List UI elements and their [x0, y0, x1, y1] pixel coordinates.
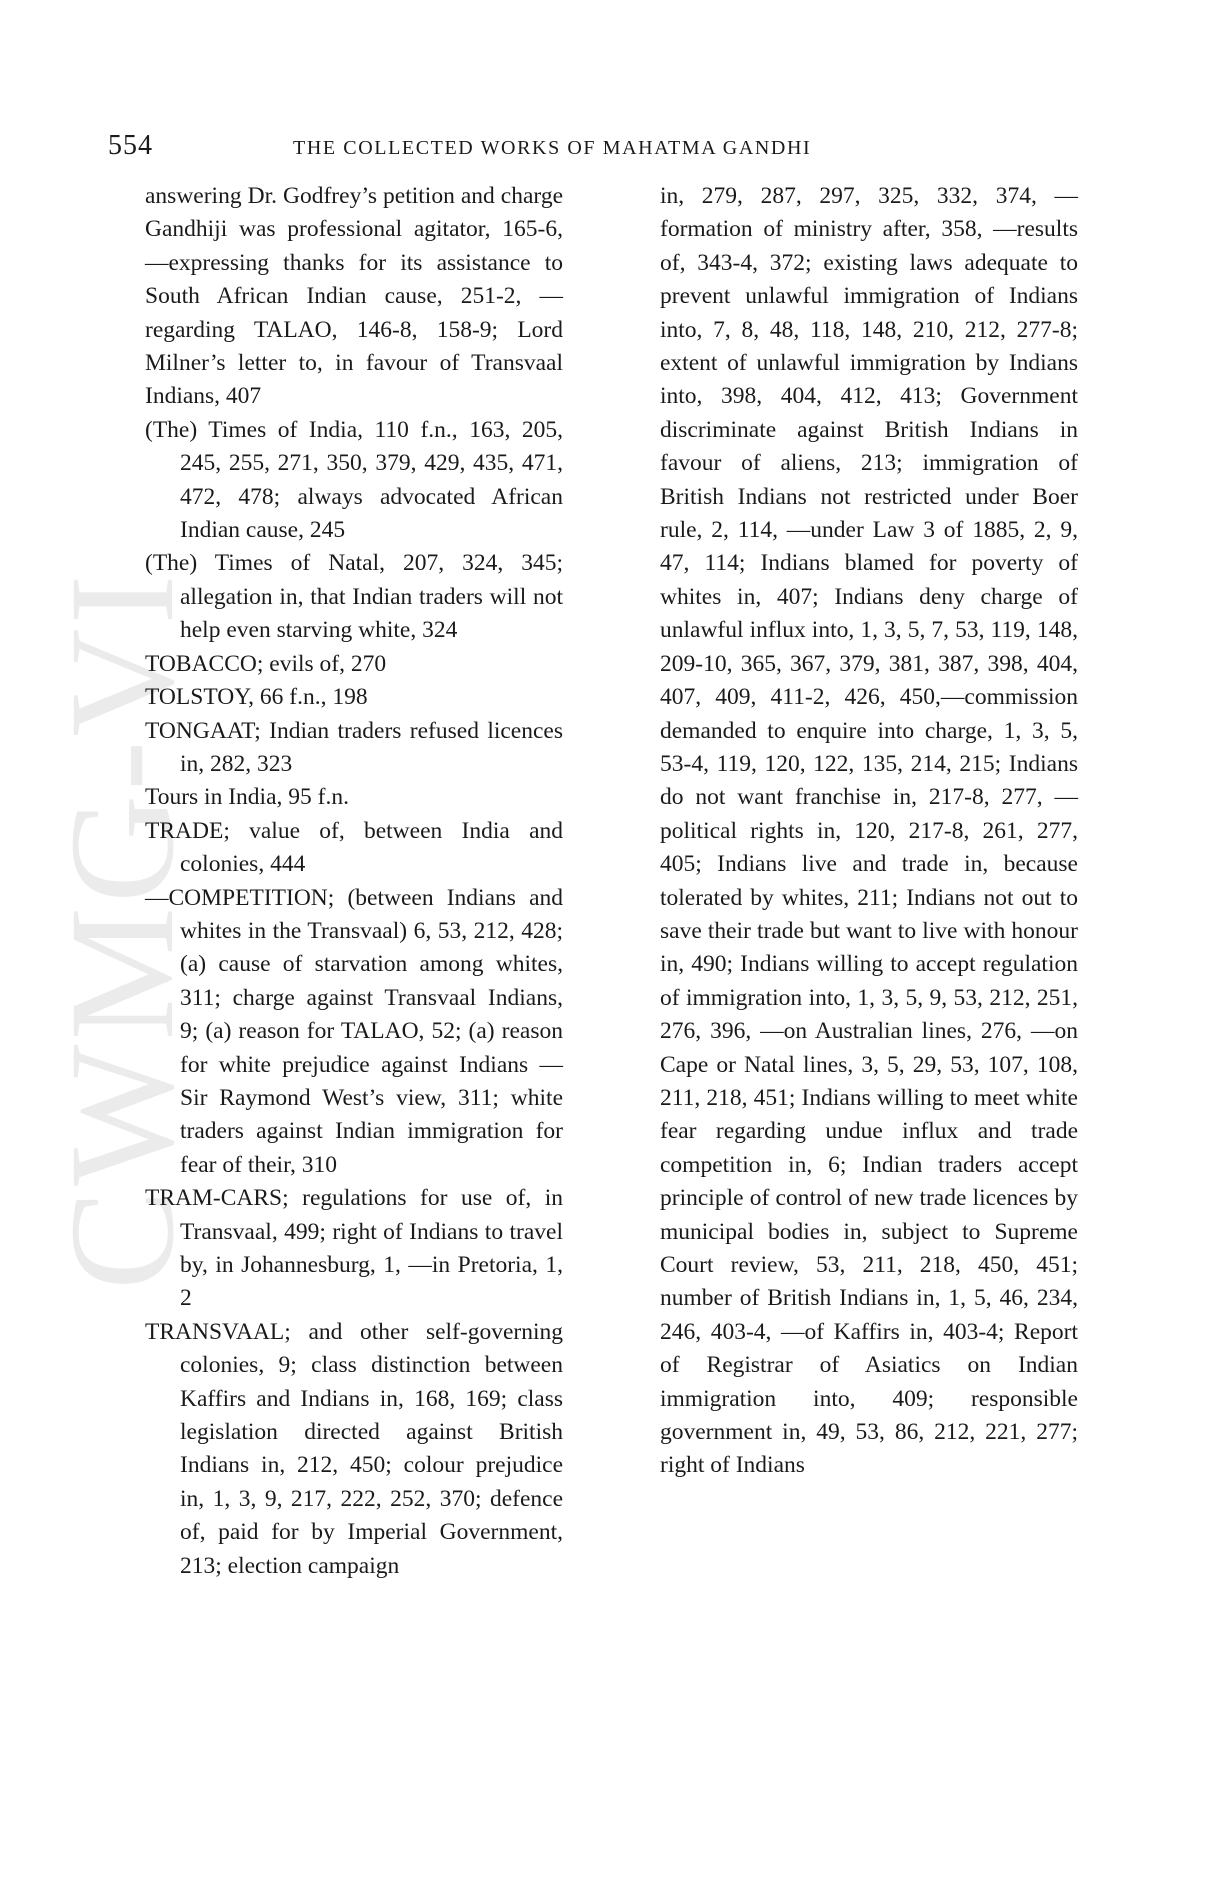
index-entry: (The) Times of India, 110 f.n., 163, 205, 245, 255, 271, 350, 379, 429, 435, 471, 472, 478; always advocated African Indian cause, 245 [145, 416, 563, 544]
index-entry: TONGAAT; Indian traders refused licences in, 282, 323 [145, 717, 563, 777]
page-number: 554 [108, 130, 153, 161]
running-title: THE COLLECTED WORKS OF MAHATMA GANDHI [293, 137, 812, 159]
watermark: CWMG-VI [39, 570, 205, 1290]
index-column-right [660, 180, 1078, 1483]
index-entry: TRAM-CARS; regulations for use of, in Transvaal, 499; right of Indians to travel by, in Johannesburg, 1, —in Pretoria, 1, 2 [145, 1185, 563, 1312]
index-entry: (The) Times of Natal, 207, 324, 345; allegation in, that Indian traders will not help even starving white, 324 [145, 550, 563, 644]
index-entry: TOBACCO; evils of, 270 [145, 650, 387, 677]
index-entry: TRADE; value of, between India and colonies, 444 [145, 817, 563, 878]
index-entry: TOLSTOY, 66 f.n., 198 [145, 684, 368, 711]
index-entry: TRANSVAAL; and other self-governing colonies, 9; class distinction between Kaffirs and Indians in, 168, 169; class legislation directed against British Indians in, 212, 450; colour prejudice in, 1, 3, 9, 217, 222, 252, 370; defence of, paid for by Imperial Government, 213; election campaign [145, 1318, 563, 1579]
index-column-left [145, 180, 563, 1583]
index-entry: —COMPETITION; (between Indians and whites in the Transvaal) 6, 53, 212, 428; (a) cause of starvation among whites, 311; charge against Transvaal Indians, 9; (a) reason for TALAO, 52; (a) reason for white prejudice against Indians —Sir Raymond West’s view, 311; white traders against Indian immigration for fear of their, 310 [145, 884, 563, 1178]
index-entry: answering Dr. Godfrey’s petition and charge Gandhiji was professional agitator, 165-6, —expressing thanks for its assistance to South African Indian cause, 251-2, —regarding TALAO, 146-8, 158-9; Lord Milner’s letter to, in favour of Transvaal Indians, 407 [145, 183, 563, 410]
page-header [108, 130, 1108, 170]
index-entry: in, 279, 287, 297, 325, 332, 374, —formation of ministry after, 358, —results of, 343-4, 372; existing laws adequate to prevent unlawful immigration of Indians into, 7, 8, 48, 118, 148, 210, 212, 277-8; extent of unlawful immigration by Indians into, 398, 404, 412, 413; Government discriminate against British Indians in favour of aliens, 213; immigration of British Indians not restricted under Boer rule, 2, 114, —under Law 3 of 1885, 2, 9, 47, 114; Indians blamed for poverty of whites in, 407; Indians deny charge of unlawful influx into, 1, 3, 5, 7, 53, 119, 148, 209-10, 365, 367, 379, 381, 387, 398, 404, 407, 409, 411-2, 426, 450,—commission demanded to enquire into charge, 1, 3, 5, 53-4, 119, 120, 122, 135, 214, 215; Indians do not want franchise in, 217-8, 277, —political rights in, 120, 217-8, 261, 277, 405; Indians live and trade in, because tolerated by whites, 211; Indians not out to save their trade but want to live with honour in, 490; Indians willing to accept regulation of immigration into, 1, 3, 5, 9, 53, 212, 251, 276, 396, —on Australian lines, 276, —on Cape or Natal lines, 3, 5, 29, 53, 107, 108, 211, 218, 451; Indians willing to meet white fear regarding undue influx and trade competition in, 6; Indian traders accept principle of control of new trade licences by municipal bodies in, subject to Supreme Court review, 53, 211, 218, 450, 451; number of British Indians in, 1, 5, 46, 234, 246, 403-4, —of Kaffirs in, 403-4; Report of Registrar of Asiatics on Indian immigration into, 409; responsible government in, 49, 53, 86, 212, 221, 277; right of Indians [660, 183, 1078, 1479]
index-entry: Tours in India, 95 f.n. [145, 784, 349, 811]
